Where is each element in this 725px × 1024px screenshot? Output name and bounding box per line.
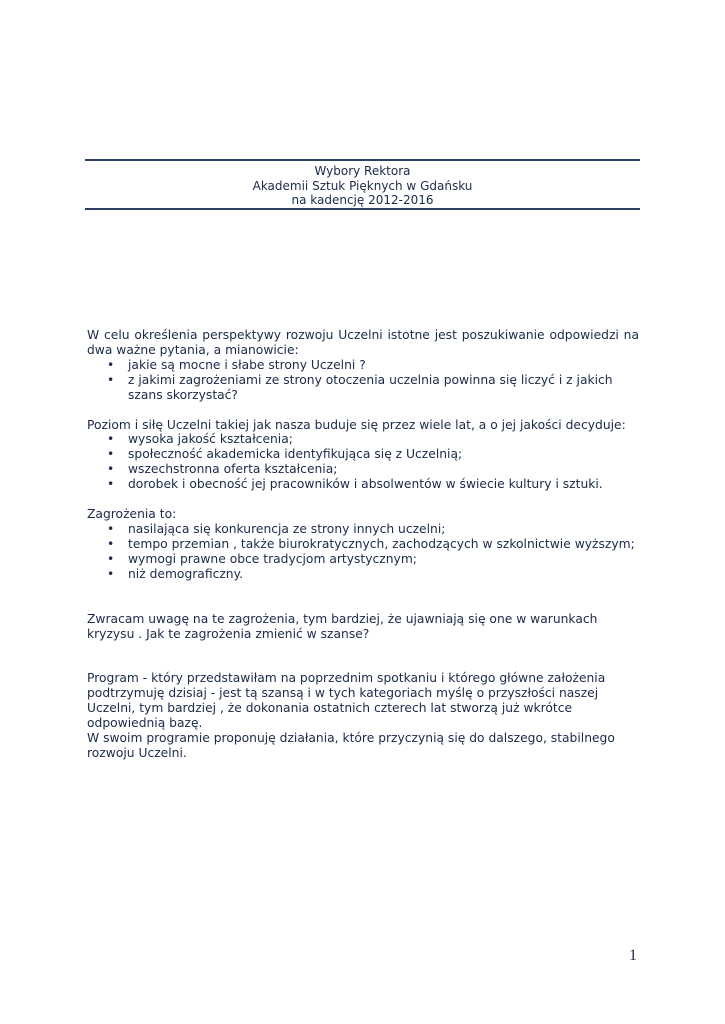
list-item: • społeczność akademicka identyfikująca się z Uczelnią; (107, 447, 463, 462)
list-item: • z jakimi zagrożeniami ze strony otoczenia uczelnia powinna się liczyć i z jakich szans skorzystać? (107, 372, 613, 402)
bullet-icon: • (107, 432, 115, 447)
section4-paragraph: Zwracam uwagę na te zagrożenia, tym bardziej, że ujawniają się one w warunkach kryzysu . Jak te zagrożenia zmienić w szanse? (87, 611, 598, 641)
top-rule (85, 159, 640, 161)
bullet-icon: • (107, 551, 115, 566)
section5-paragraph-1: Program - który przedstawiłam na poprzednim spotkaniu i którego główne założenia podtrzymuję dzisiaj - jest tą szansą i w tych kategoriach myślę o przyszłości naszej Uczelni, tym bardziej , że dokonania ostatnich czterech lat stworzą już wkrótce odpowiednią bazę. (87, 671, 606, 731)
bullet-icon: • (107, 462, 115, 477)
list-item: • wszechstronna oferta kształcenia; (107, 462, 338, 477)
list-item: • wymogi prawne obce tradycjom artystycznym; (107, 551, 417, 566)
title-line-1: Wybory Rektora (314, 164, 411, 178)
title-line-2: Akademii Sztuk Pięknych w Gdańsku (252, 178, 473, 193)
list-item: • wysoka jakość kształcenia; (107, 432, 293, 447)
body-text (87, 328, 639, 761)
section1-intro: W celu określenia perspektywy rozwoju Uczelni istotne jest poszukiwanie odpowiedzi na dwa ważne pytania, a mianowicie: (87, 328, 639, 357)
bullet-icon: • (107, 447, 115, 462)
title-line-3: na kadencję 2012-2016 (291, 193, 434, 208)
bullet-icon: • (107, 536, 115, 551)
bullet-icon: • (107, 521, 115, 536)
section2-intro: Poziom i siłę Uczelni takiej jak nasza buduje się przez wiele lat, a o jej jakości decyduje: (87, 417, 626, 432)
title-lines (85, 164, 640, 208)
bullet-icon: • (107, 566, 115, 581)
list-item: • tempo przemian , także biurokratycznych, zachodzących w szkolnictwie wyższym; (107, 536, 635, 551)
section3-intro: Zagrożenia to: (87, 507, 177, 522)
list-item: • niż demograficzny. (107, 566, 244, 581)
list-item: • nasilająca się konkurencja ze strony innych uczelni; (107, 521, 446, 536)
list-item: • jakie są mocne i słabe strony Uczelni ? (107, 357, 366, 372)
section5-paragraph-2: W swoim programie proponuję działania, które przyczynią się do dalszego, stabilnego rozwoju Uczelni. (87, 731, 615, 760)
bullet-icon: • (107, 477, 115, 492)
bullet-icon: • (107, 357, 115, 372)
bottom-rule (85, 208, 640, 210)
title-block (85, 159, 640, 211)
page-number: 1 (629, 947, 637, 964)
list-item: • dorobek i obecność jej pracowników i absolwentów w świecie kultury i sztuki. (107, 477, 603, 492)
section2-bullet-list (87, 432, 639, 492)
section1-bullet-list (87, 358, 639, 403)
bullet-icon: • (107, 372, 115, 387)
section3-bullet-list (87, 522, 639, 582)
